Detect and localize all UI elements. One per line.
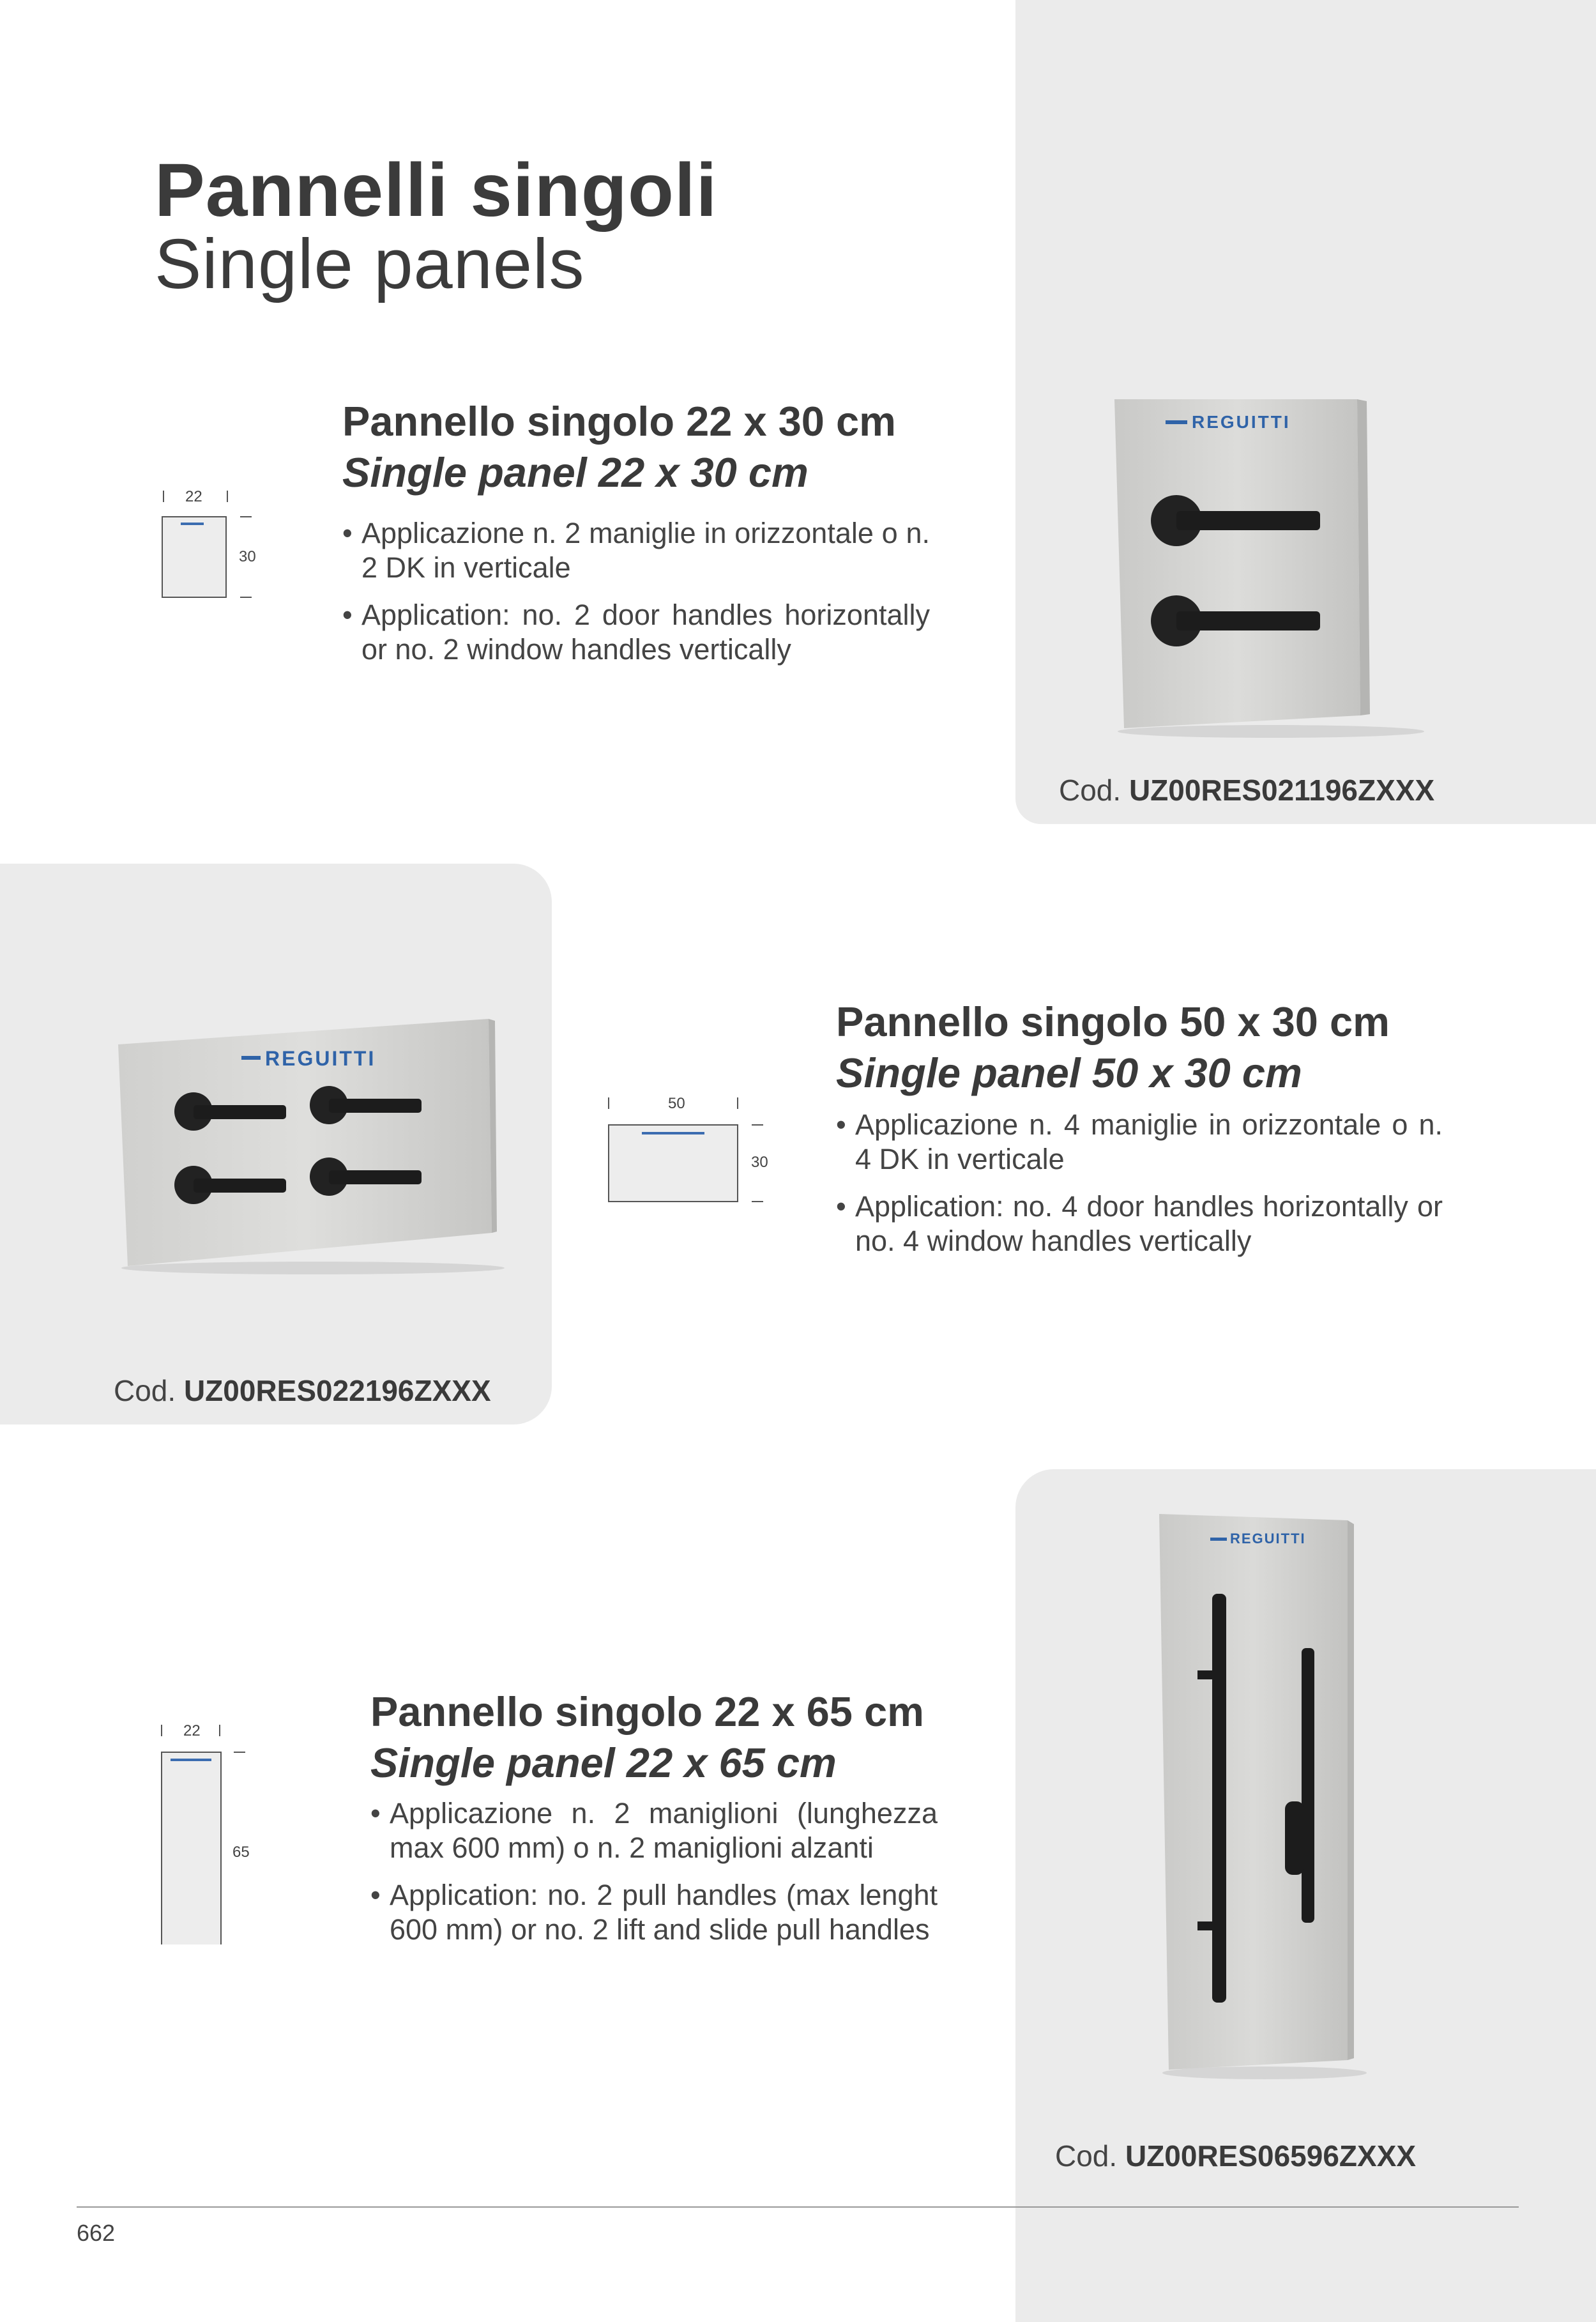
- page-number: 662: [77, 2220, 116, 2246]
- page-subtitle: Single panels: [155, 225, 585, 303]
- product-1-code: Cod. UZ00RES021196ZXXX: [1059, 774, 1435, 807]
- product-3-bullets: [370, 1796, 938, 1960]
- product-1-title-en: Single panel 22 x 30 cm: [342, 449, 809, 496]
- footer-divider: [77, 2206, 1519, 2208]
- product-3-dim-width: 22: [183, 1722, 201, 1739]
- product-3-bullet-it: • Applicazione n. 2 maniglioni (lunghezza max 600 mm) o n. 2 maniglioni alzanti: [370, 1797, 938, 1864]
- product-1-brand-logo: REGUITTI: [1192, 412, 1291, 432]
- product-2-dim-width: 50: [668, 1095, 685, 1112]
- product-3-title-en: Single panel 22 x 65 cm: [370, 1739, 837, 1786]
- page-title: Pannelli singoli: [155, 148, 718, 233]
- product-3-bullet-en: • Application: no. 2 pull handles (max lenght 600 mm) or no. 2 lift and slide pull handles: [370, 1879, 938, 1946]
- product-2-dim-height: 30: [751, 1154, 768, 1171]
- product-3-brand-logo: REGUITTI: [1230, 1531, 1306, 1547]
- product-3-dim-height: 65: [232, 1844, 250, 1861]
- product-3-photo: [1143, 1508, 1373, 2082]
- product-2-bullet-en: • Application: no. 4 door handles horizontally or no. 4 window handles vertically: [836, 1190, 1443, 1257]
- product-2-title-en: Single panel 50 x 30 cm: [836, 1050, 1302, 1096]
- product-3-code: Cod. UZ00RES06596ZXXX: [1055, 2139, 1417, 2173]
- product-2-bullets: [836, 1108, 1443, 1271]
- product-1-dim-width: 22: [185, 488, 202, 505]
- product-2-photo: [102, 1009, 511, 1278]
- product-2-code: Cod. UZ00RES022196ZXXX: [114, 1374, 491, 1407]
- product-2-brand-logo: REGUITTI: [265, 1047, 376, 1070]
- product-3-title-it: Pannello singolo 22 x 65 cm: [370, 1688, 924, 1735]
- product-2-bullet-it: • Applicazione n. 4 maniglie in orizzontale o n. 4 DK in verticale: [836, 1108, 1443, 1175]
- product-1-bullet-it: • Applicazione n. 2 maniglie in orizzontale o n. 2 DK in verticale: [342, 517, 930, 584]
- product-1-photo: [1086, 383, 1443, 741]
- product-1-bullet-en: • Application: no. 2 door handles horizontally or no. 2 window handles vertically: [342, 599, 930, 666]
- product-1-title-it: Pannello singolo 22 x 30 cm: [342, 398, 896, 445]
- product-2-title-it: Pannello singolo 50 x 30 cm: [836, 998, 1390, 1045]
- product-1-bullets: [342, 516, 930, 680]
- product-1-dim-height: 30: [239, 548, 256, 565]
